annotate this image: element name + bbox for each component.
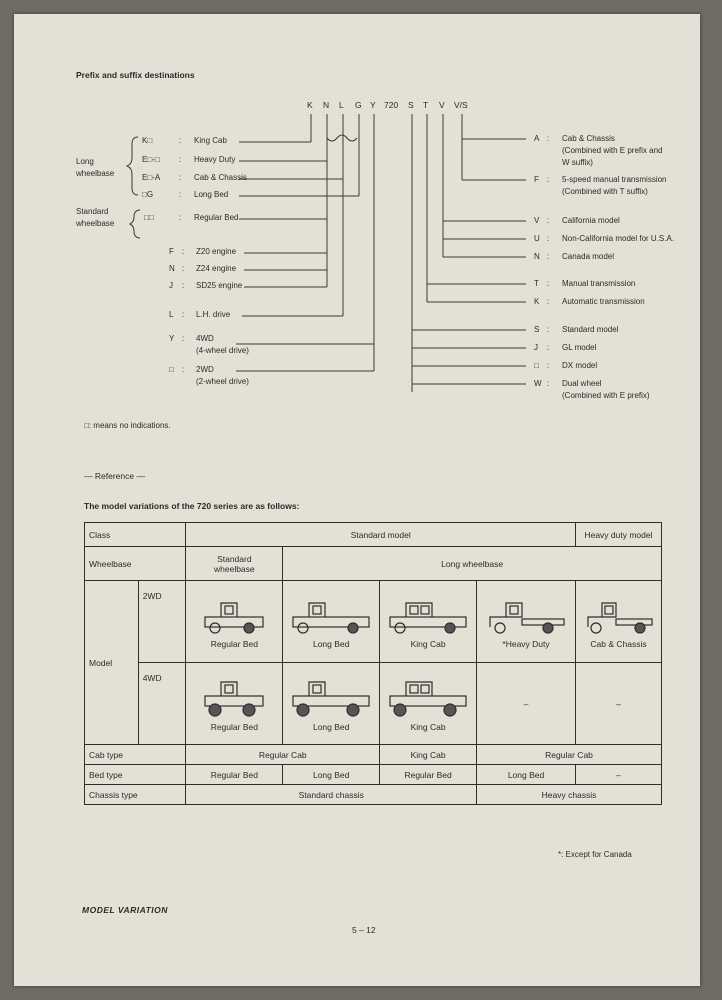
model-4wd-regular-bed: Regular Bed: [210, 721, 258, 732]
right-sub2-0: W suffix): [562, 158, 593, 167]
table-intro: The model variations of the 720 series are as follows:: [84, 501, 300, 511]
left-sep-1: :: [179, 155, 182, 164]
cab-chassis-truck-icon: [582, 597, 656, 637]
code-letter-t: T: [423, 100, 429, 110]
standard-wheelbase-line-1: Standard: [217, 553, 252, 564]
note-no-indications: □: means no indications.: [84, 421, 171, 430]
left-sep-3: :: [179, 190, 182, 199]
code-letter-s: S: [408, 100, 414, 110]
code-letter-g: G: [355, 100, 362, 110]
right-code-5: T: [534, 279, 539, 288]
right-code-9: □: [534, 361, 539, 370]
cab-type-regular-cab: Regular Cab: [186, 745, 380, 765]
right-sep-6: :: [547, 297, 550, 306]
left-desc-8: L.H. drive: [196, 310, 231, 319]
cab-type-header: Cab type: [85, 745, 186, 765]
chassis-type-header: Chassis type: [85, 785, 186, 805]
cell-2wd-long-bed: [283, 581, 380, 663]
cab-type-regular-cab-2: Regular Cab: [477, 745, 662, 765]
cab-type-king-cab: King Cab: [380, 745, 477, 765]
cell-4wd-king-cab: [380, 663, 477, 745]
2wd-label: 2WD: [138, 581, 186, 663]
wheelbase-header: Wheelbase: [85, 547, 186, 581]
left-code-6: N: [169, 264, 175, 273]
long-wheelbase-label-2: wheelbase: [76, 169, 115, 178]
page-number: 5 – 12: [352, 925, 376, 935]
right-desc-3: Non-California model for U.S.A.: [562, 234, 675, 243]
right-code-4: N: [534, 252, 540, 261]
model-2wd-cab-chassis: Cab & Chassis: [590, 638, 647, 649]
right-sep-2: :: [547, 216, 550, 225]
long-wheelbase-label-1: Long: [76, 157, 94, 166]
left-desc-6: Z24 engine: [196, 264, 237, 273]
cell-2wd-king-cab: [380, 581, 477, 663]
cell-4wd-long-bed: [283, 663, 380, 745]
left-sep-4: :: [179, 213, 182, 222]
right-desc-10: Dual wheel: [562, 379, 602, 388]
left-sub-9: (4-wheel drive): [196, 346, 249, 355]
model-header: Model: [85, 581, 139, 745]
right-desc-8: GL model: [562, 343, 597, 352]
bed-type-header: Bed type: [85, 765, 186, 785]
code-letter-vs: V/S: [454, 100, 468, 110]
right-code-8: J: [534, 343, 538, 352]
left-desc-7: SD25 engine: [196, 281, 243, 290]
bed-type-long-bed-2: Long Bed: [477, 765, 576, 785]
code-letter-y: Y: [370, 100, 376, 110]
left-code-10: □: [169, 365, 174, 374]
regular-bed-truck-icon: [199, 597, 269, 637]
model-variation-table: [84, 522, 662, 805]
right-desc-6: Automatic transmission: [562, 297, 645, 306]
manual-page: [14, 14, 700, 986]
standard-model-header: Standard model: [186, 523, 576, 547]
right-sub1-10: (Combined with E prefix): [562, 391, 650, 400]
left-desc-3: Long Bed: [194, 190, 229, 199]
model-2wd-long-bed: Long Bed: [312, 638, 350, 649]
long-bed-truck-icon: [289, 597, 373, 637]
page-heading: Prefix and suffix destinations: [76, 70, 195, 80]
left-desc-0: King Cab: [194, 136, 227, 145]
king-cab-truck-icon: [386, 597, 470, 637]
right-sep-5: :: [547, 279, 550, 288]
regular-bed-4wd-truck-icon: [199, 678, 269, 720]
code-letter-v: V: [439, 100, 445, 110]
left-sep-5: :: [182, 247, 185, 256]
left-sep-10: :: [182, 365, 185, 374]
code-letter-l: L: [339, 100, 344, 110]
bed-type-regular-bed-2: Regular Bed: [380, 765, 477, 785]
left-desc-9: 4WD: [196, 334, 214, 343]
4wd-label: 4WD: [138, 663, 186, 745]
left-sep-9: :: [182, 334, 185, 343]
left-code-2: E□-A: [142, 173, 161, 182]
left-sub-10: (2-wheel drive): [196, 377, 249, 386]
cell-4wd-regular-bed: [186, 663, 283, 745]
left-sep-0: :: [179, 136, 182, 145]
right-sep-10: :: [547, 379, 550, 388]
code-letter-k: K: [307, 100, 313, 110]
right-desc-0: Cab & Chassis: [562, 134, 615, 143]
model-4wd-long-bed: Long Bed: [312, 721, 350, 732]
bed-type-dash: –: [576, 765, 662, 785]
left-code-0: K□: [142, 136, 153, 145]
footnote: *: Except for Canada: [558, 850, 632, 859]
cell-2wd-heavy-duty: [477, 581, 576, 663]
left-sep-2: :: [179, 173, 182, 182]
right-code-2: V: [534, 216, 540, 225]
right-desc-4: Canada model: [562, 252, 615, 261]
right-desc-2: California model: [562, 216, 620, 225]
left-desc-10: 2WD: [196, 365, 214, 374]
code-connector-diagram: [14, 14, 700, 414]
chassis-type-heavy: Heavy chassis: [477, 785, 662, 805]
left-desc-2: Cab & Chassis: [194, 173, 247, 182]
left-desc-4: Regular Bed: [194, 213, 239, 222]
left-code-5: F: [169, 247, 174, 256]
code-letter-n: N: [323, 100, 330, 110]
model-2wd-regular-bed: Regular Bed: [210, 638, 258, 649]
cell-2wd-cab-chassis: [576, 581, 662, 663]
right-code-7: S: [534, 325, 540, 334]
right-code-0: A: [534, 134, 540, 143]
heavy-duty-model-header: Heavy duty model: [576, 523, 662, 547]
right-sep-7: :: [547, 325, 550, 334]
model-4wd-king-cab: King Cab: [410, 721, 446, 732]
right-desc-5: Manual transmission: [562, 279, 636, 288]
right-sep-0: :: [547, 134, 550, 143]
long-bed-4wd-truck-icon: [289, 678, 373, 720]
cell-2wd-regular-bed: [186, 581, 283, 663]
right-code-3: U: [534, 234, 540, 243]
standard-wheelbase-label-1: Standard: [76, 207, 109, 216]
standard-wheelbase-line-2: wheelbase: [214, 563, 255, 574]
right-code-1: F: [534, 175, 539, 184]
model-2wd-king-cab: King Cab: [410, 638, 446, 649]
left-code-7: J: [169, 281, 173, 290]
footer-title: MODEL VARIATION: [82, 905, 168, 915]
right-sep-3: :: [547, 234, 550, 243]
bed-type-long-bed: Long Bed: [283, 765, 380, 785]
heavy-duty-truck-icon: [484, 597, 568, 637]
standard-wheelbase-cell: [186, 547, 283, 581]
long-wheelbase-cell: Long wheelbase: [283, 547, 662, 581]
right-code-10: W: [534, 379, 542, 388]
left-sep-7: :: [182, 281, 185, 290]
right-desc-9: DX model: [562, 361, 598, 370]
left-code-1: E□-□: [142, 155, 160, 164]
right-sub1-1: (Combined with T suffix): [562, 187, 648, 196]
right-desc-1: 5-speed manual transmission: [562, 175, 667, 184]
right-sep-4: :: [547, 252, 550, 261]
left-desc-1: Heavy Duty: [194, 155, 236, 164]
right-code-6: K: [534, 297, 540, 306]
chassis-type-standard: Standard chassis: [186, 785, 477, 805]
left-code-9: Y: [169, 334, 175, 343]
reference-heading: — Reference —: [84, 471, 145, 481]
standard-wheelbase-label-2: wheelbase: [76, 219, 115, 228]
right-sep-1: :: [547, 175, 550, 184]
right-sep-8: :: [547, 343, 550, 352]
model-4wd-heavy-duty: –: [477, 663, 576, 745]
bed-type-regular-bed: Regular Bed: [186, 765, 283, 785]
left-sep-6: :: [182, 264, 185, 273]
right-sep-9: :: [547, 361, 550, 370]
left-code-3: □G: [142, 190, 154, 199]
code-model-720: 720: [384, 100, 399, 110]
left-desc-5: Z20 engine: [196, 247, 237, 256]
model-2wd-heavy-duty: *Heavy Duty: [502, 638, 550, 649]
right-desc-7: Standard model: [562, 325, 619, 334]
left-code-8: L: [169, 310, 174, 319]
class-header: Class: [85, 523, 186, 547]
king-cab-4wd-truck-icon: [386, 678, 470, 720]
left-sep-8: :: [182, 310, 185, 319]
right-sub1-0: (Combined with E prefix and: [562, 146, 663, 155]
model-4wd-cab-chassis: –: [576, 663, 662, 745]
left-code-4: □□: [144, 213, 154, 222]
